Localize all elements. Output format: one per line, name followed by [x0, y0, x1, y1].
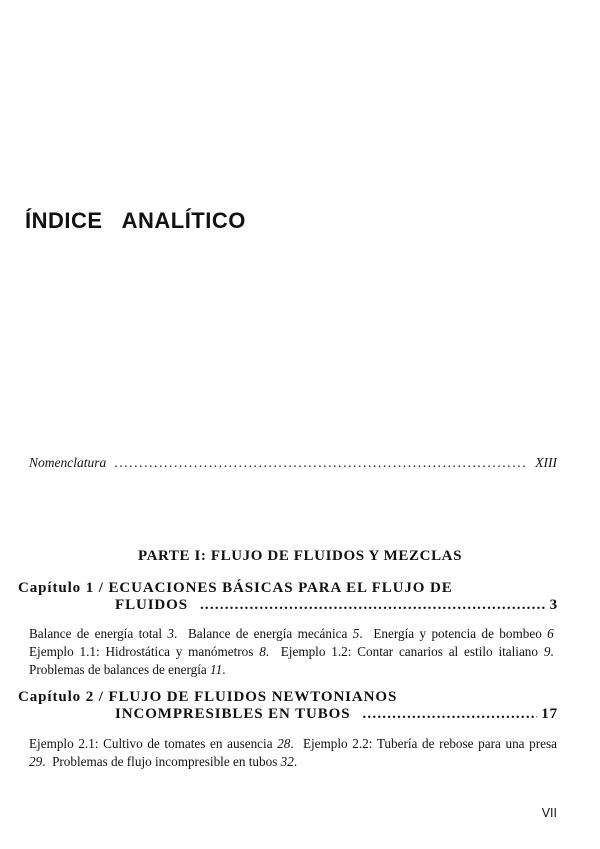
- nomenclatura-label: Nomenclatura: [29, 455, 107, 470]
- toc-entry-nomenclatura[interactable]: [29, 455, 557, 471]
- chapter-2-page: 17: [541, 706, 558, 722]
- summary-entry: Ejemplo 2.1: Cultivo de tomates en ausencia 28.: [29, 736, 294, 751]
- summary-entry: Ejemplo 2.2: Tubería de rebose para una presa 29.: [29, 736, 557, 769]
- chapter-1-title-line2-row: [18, 597, 558, 614]
- title-word-analitico: ANALÍTICO: [121, 208, 246, 233]
- chapter-2-title-line1: Capítulo 2 / FLUJO DE FLUIDOS NEWTONIANOS: [18, 689, 398, 705]
- summary-entry: Balance de energía mecánica 5.: [188, 626, 363, 641]
- page-number: VII: [541, 806, 557, 820]
- chapter-1-title-line1: Capítulo 1 / ECUACIONES BÁSICAS PARA EL FLUJO DE: [18, 580, 453, 596]
- summary-entry: Energía y potencia de bombeo 6: [373, 626, 554, 641]
- chapter-2-heading[interactable]: [18, 689, 558, 723]
- chapter-1-summary: [29, 625, 557, 679]
- chapter-1-heading[interactable]: [18, 580, 558, 614]
- chapter-2-title-line2-row: [18, 706, 558, 723]
- chapter-2-summary: [29, 735, 557, 771]
- page-title: [25, 208, 246, 234]
- summary-entry: Balance de energía total 3.: [29, 626, 178, 641]
- summary-entry: Problemas de flujo incompresible en tubos 32.: [52, 754, 298, 769]
- dot-leader: [114, 455, 527, 471]
- dot-leader: [200, 597, 546, 614]
- summary-entry: Ejemplo 1.2: Contar canarios al estilo italiano 9.: [280, 644, 554, 659]
- chapter-2-title-line2: INCOMPRESIBLES EN TUBOS: [115, 706, 351, 722]
- summary-entry: Problemas de balances de energía 11.: [29, 662, 226, 677]
- title-word-indice: ÍNDICE: [25, 208, 103, 233]
- chapter-1-title-line2: FLUIDOS: [115, 597, 188, 613]
- nomenclatura-page: XIII: [535, 455, 557, 470]
- chapter-1-page: 3: [549, 597, 558, 613]
- summary-entry: Ejemplo 1.1: Hidrostática y manómetros 8.: [29, 644, 270, 659]
- part-heading: PARTE I: FLUJO DE FLUIDOS Y MEZCLAS: [137, 548, 463, 564]
- dot-leader: [362, 706, 537, 723]
